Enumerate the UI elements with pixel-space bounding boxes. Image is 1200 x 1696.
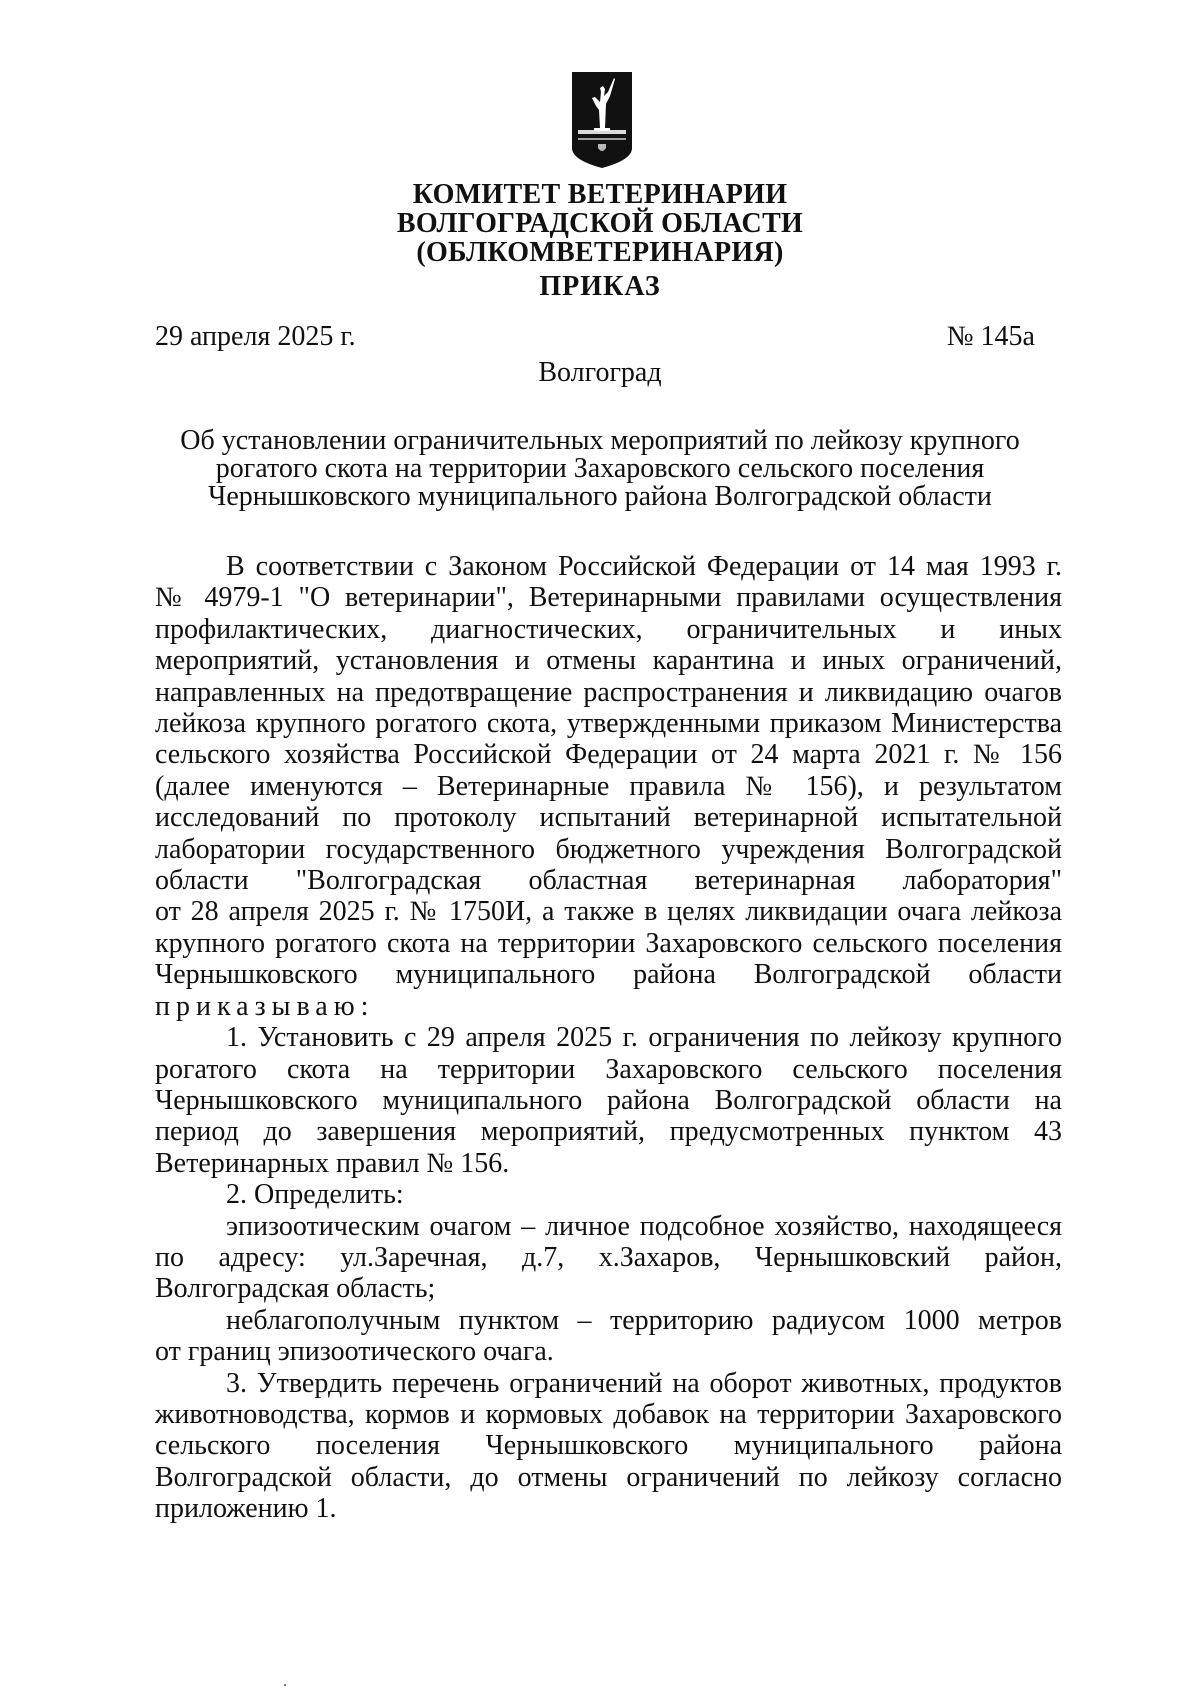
- item-2-paragraph: [155, 1179, 1062, 1367]
- text-line: сельского хозяйства Российской Федерации от 24 марта 2021 г. № 156: [155, 739, 1062, 771]
- text-line: эпизоотическим очагом – личное подсобное хозяйство, находящееся: [226, 1210, 1062, 1242]
- text-line: от 28 апреля 2025 г. № 1750И, а также в целях ликвидации очага лейкоза: [155, 896, 1062, 928]
- document-body: [155, 551, 1062, 1525]
- text-line: (далее именуются – Ветеринарные правила № 156), и результатом: [155, 770, 1062, 802]
- text-line: Волгоградская область;: [155, 1273, 436, 1305]
- text-line: сельского поселения Чернышковского муниципального района: [155, 1430, 1062, 1462]
- text-line: № 4979-1 "О ветеринарии", Ветеринарными правилами осуществления: [155, 582, 1062, 614]
- text-line: лаборатории государственного бюджетного учреждения Волгоградской: [155, 833, 1062, 865]
- org-name-line-3: (ОБЛКОМВЕТЕРИНАРИЯ): [416, 237, 784, 268]
- item-3-paragraph: [155, 1368, 1062, 1525]
- text-line: Чернышковского муниципального района Волгоградской области на: [155, 1084, 1062, 1116]
- text-line: рогатого скота на территории Захаровского сельского поселения: [155, 1053, 1062, 1085]
- document-city: Волгоград: [538, 357, 662, 388]
- document-title: [0, 427, 1200, 511]
- text-line: профилактических, диагностических, ограничительных и иных: [155, 613, 1062, 645]
- organization-header: [0, 180, 1200, 267]
- title-line-1: Об установлении ограничительных мероприятий по лейкозу крупного: [180, 425, 1020, 456]
- document-number: № 145а: [946, 321, 1035, 352]
- text-line: приложению 1.: [155, 1493, 337, 1525]
- document-date: 29 апреля 2025 г.: [155, 321, 356, 352]
- item-1-paragraph: [155, 1022, 1062, 1179]
- text-line: Волгоградской области, до отмены ограничений по лейкозу согласно: [155, 1461, 1062, 1493]
- text-line: Ветеринарных правил № 156.: [155, 1147, 510, 1179]
- org-name-line-1: КОМИТЕТ ВЕТЕРИНАРИИ: [412, 179, 788, 210]
- text-line: от границ эпизоотического очага.: [155, 1336, 554, 1368]
- scan-speck: [284, 1684, 286, 1686]
- orders-word: приказываю:: [155, 990, 375, 1022]
- text-line: период до завершения мероприятий, предусмотренных пунктом 43: [155, 1116, 1062, 1148]
- title-line-3: Чернышковского муниципального района Волгоградской области: [208, 481, 992, 512]
- text-line: исследований по протоколу испытаний ветеринарной испытательной: [155, 802, 1062, 834]
- text-line: области "Волгоградская областная ветеринарная лаборатория": [155, 865, 1062, 897]
- text-line: мероприятий, установления и отмены карантина и иных ограничений,: [155, 645, 1062, 677]
- text-line: неблагополучным пунктом – территорию радиусом 1000 метров: [226, 1304, 1062, 1336]
- text-line: лейкоза крупного рогатого скота, утвержденными приказом Министерства: [155, 708, 1062, 740]
- text-line: направленных на предотвращение распространения и ликвидацию очагов: [155, 676, 1062, 708]
- preamble-paragraph: [155, 551, 1062, 1022]
- coat-of-arms-icon: [570, 70, 634, 170]
- text-line: 2. Определить:: [226, 1179, 404, 1211]
- text-line: животноводства, кормов и кормовых добавок на территории Захаровского: [155, 1398, 1062, 1430]
- text-line: Чернышковского муниципального района Волгоградской области: [155, 959, 1062, 991]
- text-line: 3. Утвердить перечень ограничений на оборот животных, продуктов: [226, 1367, 1062, 1399]
- text-line: 1. Установить с 29 апреля 2025 г. ограничения по лейкозу крупного: [226, 1022, 1062, 1054]
- text-line: по адресу: ул.Заречная, д.7, х.Захаров, Чернышковский район,: [155, 1241, 1062, 1273]
- title-line-2: рогатого скота на территории Захаровского сельского поселения: [215, 453, 985, 484]
- text-line: крупного рогатого скота на территории Захаровского сельского поселения: [155, 927, 1062, 959]
- org-name-line-2: ВОЛГОГРАДСКОЙ ОБЛАСТИ: [396, 208, 804, 239]
- text-line: В соответствии с Законом Российской Федерации от 14 мая 1993 г.: [226, 551, 1062, 582]
- document-type: ПРИКАЗ: [539, 271, 661, 302]
